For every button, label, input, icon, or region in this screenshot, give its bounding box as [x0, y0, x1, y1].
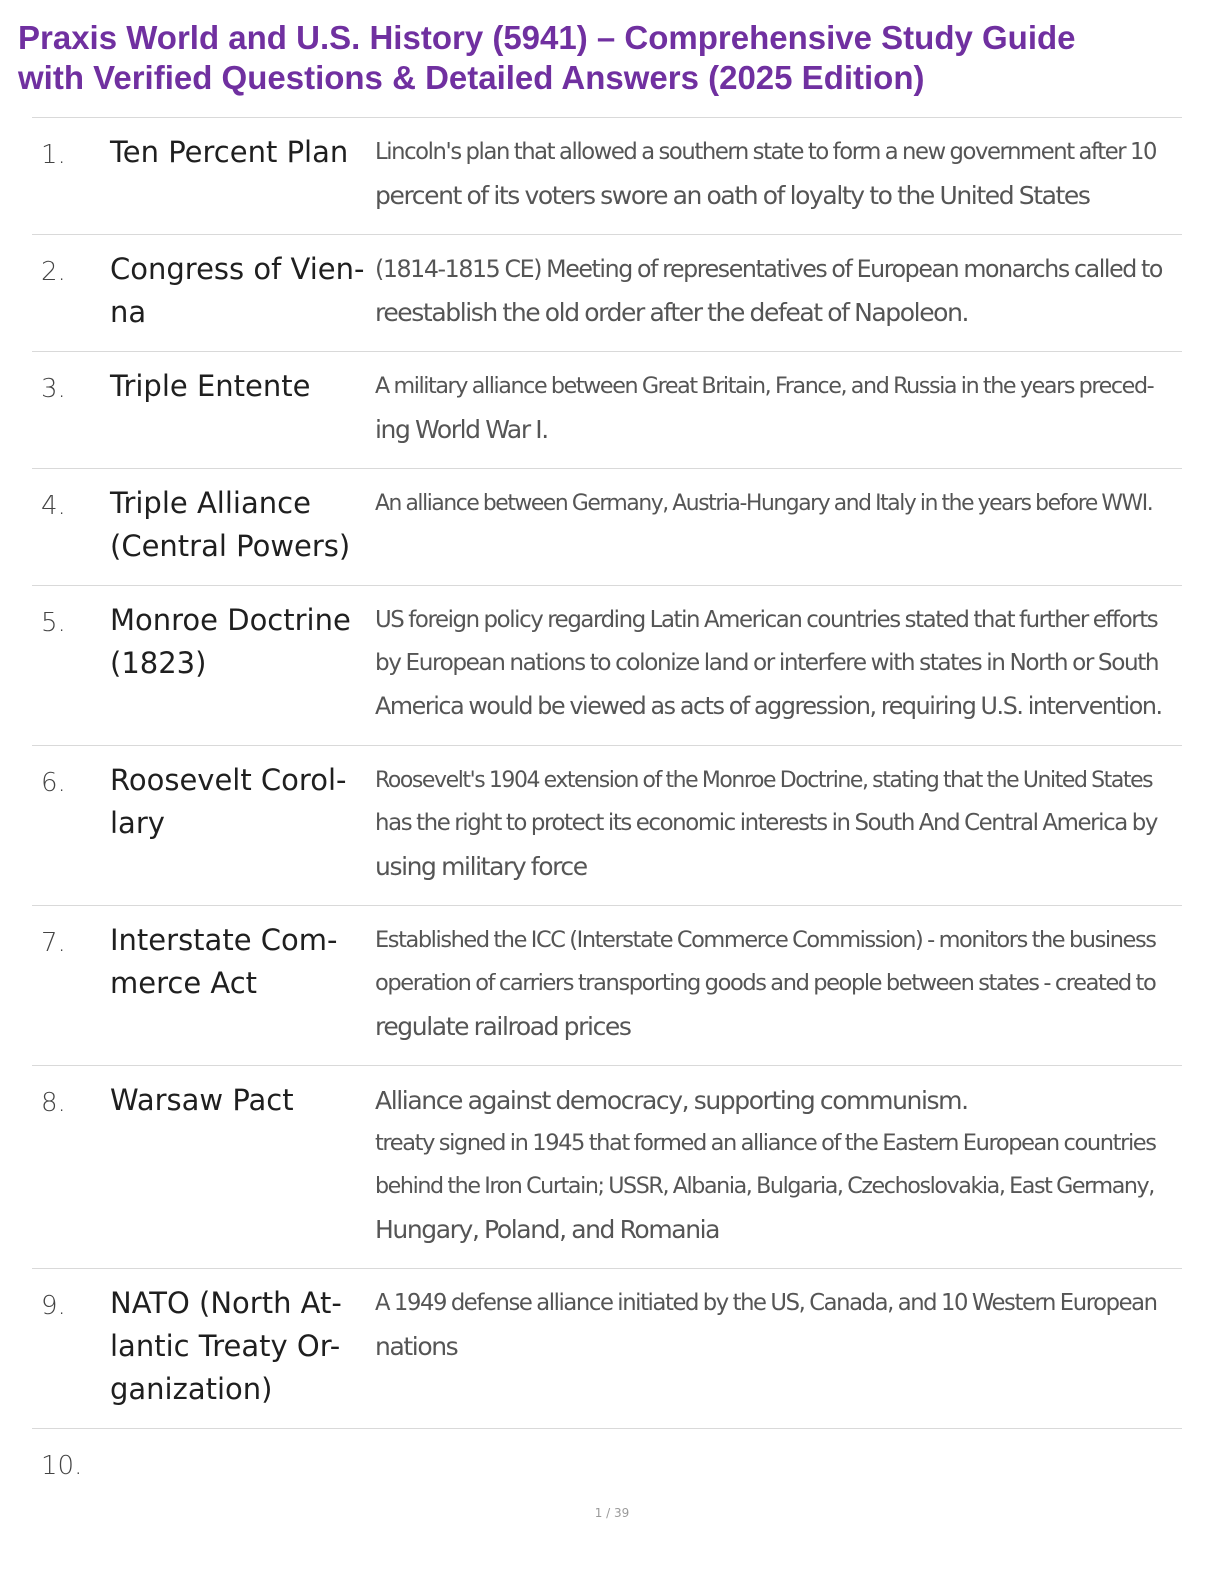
term-line: (Central Powers) — [110, 529, 351, 563]
term-line: Roosevelt Corol- — [110, 763, 347, 797]
definition-line: A 1949 defense alliance initiated by the US, Canada, and 10 Western European — [375, 1290, 1157, 1316]
entry-term — [110, 131, 372, 174]
table-row — [32, 469, 1182, 586]
term-line: Congress of Vien- — [110, 252, 365, 286]
table-row — [32, 746, 1182, 906]
entry-definition — [375, 131, 1175, 217]
entry-number: 5. — [41, 608, 66, 638]
entry-number: 8. — [41, 1088, 66, 1118]
term-line: Monroe Doctrine — [110, 603, 351, 637]
table-row — [32, 235, 1182, 352]
term-line: ganization) — [110, 1372, 273, 1406]
term-line: Ten Percent Plan — [110, 135, 349, 169]
entry-term — [110, 1282, 372, 1411]
definition-line: Alliance against democracy, supporting communism. — [375, 1086, 968, 1115]
term-line: lary — [110, 806, 165, 840]
definition-line: A military alliance between Great Britain, France, and Russia in the years preced- — [375, 373, 1154, 399]
entry-definition — [375, 482, 1175, 525]
entry-term — [110, 919, 372, 1005]
definition-line: (1814-1815 CE) Meeting of representatives of European monarchs called to — [375, 255, 1162, 283]
document-title-line-1: Praxis World and U.S. History (5941) – Comprehensive Study Guide — [18, 19, 1076, 56]
definition-line: by European nations to colonize land or interfere with states in North or South — [375, 650, 1159, 676]
definition-line: Lincoln's plan that allowed a southern state to form a new government after 10 — [375, 139, 1157, 165]
entry-definition — [375, 1282, 1175, 1368]
entry-number: 10. — [41, 1451, 83, 1481]
entry-number: 9. — [41, 1291, 66, 1321]
document-title-line-2: with Verified Questions & Detailed Answers (2025 Edition) — [18, 59, 925, 96]
term-definition-table — [32, 117, 1182, 1509]
table-row — [32, 906, 1182, 1066]
term-line: merce Act — [110, 966, 258, 1000]
entry-definition — [375, 248, 1175, 334]
entry-number: 4. — [41, 491, 66, 521]
table-row — [32, 586, 1182, 746]
entry-term — [110, 248, 372, 334]
definition-line: treaty signed in 1945 that formed an alliance of the Eastern European countries — [375, 1130, 1156, 1156]
definition-line: operation of carriers transporting goods and people between states - created to — [375, 970, 1156, 996]
term-line: NATO (North At- — [110, 1286, 342, 1320]
entry-number: 7. — [41, 928, 66, 958]
entry-number: 1. — [41, 140, 66, 170]
entry-number: 6. — [41, 768, 66, 798]
definition-line: nations — [375, 1332, 458, 1361]
definition-line: reestablish the old order after the defeat of Napoleon. — [375, 298, 969, 327]
entry-number: 3. — [41, 374, 66, 404]
term-line: Interstate Com- — [110, 923, 338, 957]
table-row — [32, 1429, 1182, 1509]
term-line: na — [110, 295, 147, 329]
page-indicator: 1 / 39 — [594, 1506, 630, 1520]
term-line: lantic Treaty Or- — [110, 1329, 341, 1363]
definition-line: Roosevelt's 1904 extension of the Monroe Doctrine, stating that the United States — [375, 768, 1153, 793]
definition-line: percent of its voters swore an oath of loyalty to the United States — [375, 181, 1090, 210]
entry-term — [110, 759, 372, 845]
definition-line: using military force — [375, 852, 587, 881]
entry-definition — [375, 365, 1175, 451]
entry-definition — [375, 919, 1175, 1048]
entry-definition — [375, 1079, 1175, 1251]
entry-term — [110, 599, 372, 685]
definition-line: An alliance between Germany, Austria-Hungary and Italy in the years before WWI. — [375, 491, 1153, 516]
term-line: Triple Entente — [110, 369, 311, 403]
definition-line: regulate railroad prices — [375, 1012, 631, 1041]
entry-term — [110, 482, 372, 568]
definition-line: America would be viewed as acts of aggression, requiring U.S. intervention. — [375, 692, 1162, 720]
definition-line: Hungary, Poland, and Romania — [375, 1215, 720, 1244]
definition-line: ing World War I. — [375, 415, 548, 444]
document-title — [18, 18, 1198, 98]
table-row — [32, 1066, 1182, 1269]
entry-term — [110, 365, 372, 408]
definition-line: has the right to protect its economic interests in South And Central America by — [375, 810, 1157, 836]
term-line: Warsaw Pact — [110, 1083, 294, 1117]
table-row — [32, 352, 1182, 469]
definition-line: Established the ICC (Interstate Commerce Commission) - monitors the business — [375, 927, 1156, 953]
entry-term — [110, 1079, 372, 1122]
definition-line: US foreign policy regarding Latin American countries stated that further efforts — [375, 607, 1158, 633]
definition-line: behind the Iron Curtain; USSR, Albania, Bulgaria, Czechoslovakia, East Germany, — [375, 1173, 1154, 1199]
entry-number: 2. — [41, 257, 66, 287]
entry-definition — [375, 599, 1175, 728]
table-row — [32, 118, 1182, 235]
table-row — [32, 1269, 1182, 1429]
term-line: Triple Alliance — [110, 486, 311, 520]
term-line: (1823) — [110, 646, 207, 680]
entry-definition — [375, 759, 1175, 888]
